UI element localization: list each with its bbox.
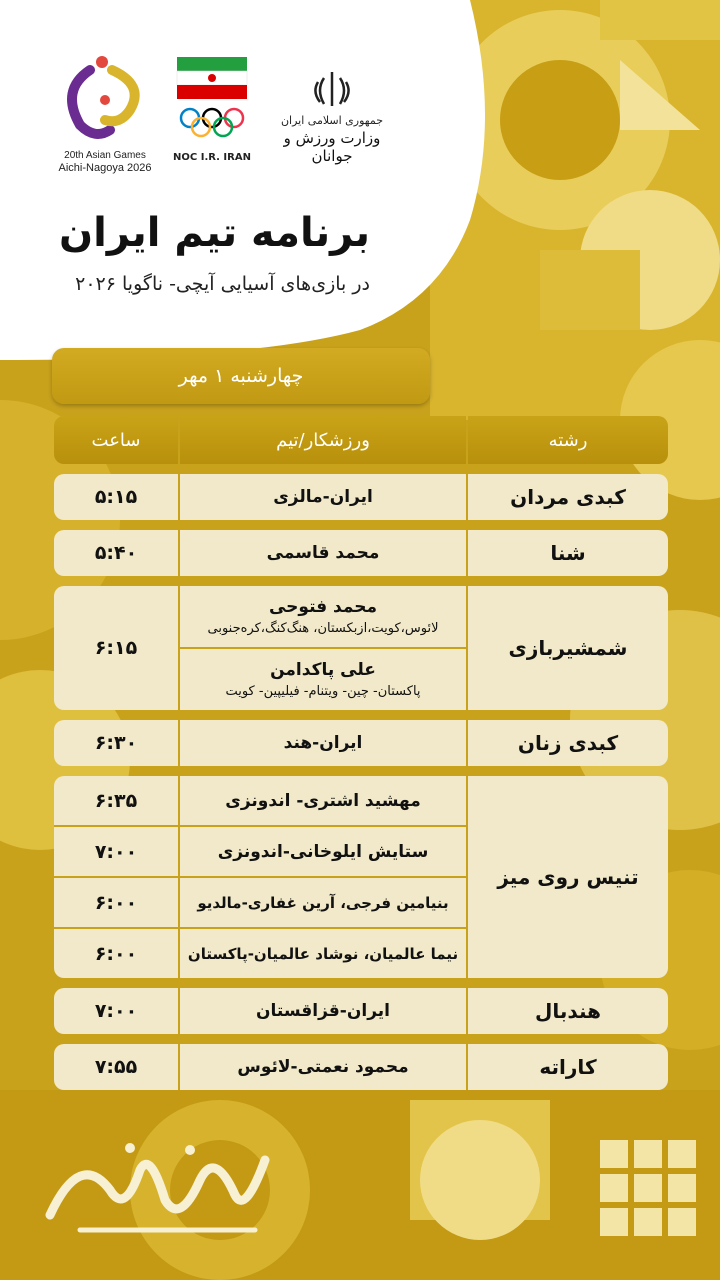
header — [0, 0, 720, 360]
athlete-value: ایران-هند — [283, 733, 363, 753]
table-row — [54, 720, 668, 766]
iran-emblem-icon — [312, 70, 352, 108]
athlete-value: ایران-قزاقستان — [256, 1001, 390, 1021]
time-value: ۷:۵۵ — [94, 1056, 138, 1078]
athlete-entry — [225, 649, 420, 710]
athlete-value: علی پاکدامن — [270, 660, 376, 680]
page-title: برنامه تیم ایران — [59, 210, 370, 256]
opponents-value: پاکستان- چین- ویتنام- فیلیپین- کویت — [225, 684, 421, 699]
athlete-value: بنیامین فرجی، آرین غفاری-مالدیو — [197, 893, 449, 912]
table-row — [54, 1044, 668, 1090]
opponents-value: لائوس،کویت،ازبکستان، هنگ‌کنگ،کره‌جنوبی — [207, 621, 439, 636]
athlete-value: ستایش ایلوخانی-اندونزی — [217, 841, 429, 862]
table-row — [54, 474, 668, 520]
time-value: ۷:۰۰ — [94, 1000, 138, 1022]
sport-value: کبدی مردان — [510, 485, 626, 509]
athlete-value: ایران-مالزی — [273, 487, 373, 507]
time-value: ۶:۳۰ — [94, 732, 138, 754]
athlete-value: محمد فتوحی — [268, 597, 378, 617]
sport-value: هندبال — [535, 999, 601, 1023]
asian-games-logo — [50, 50, 160, 174]
time-value: ۵:۴۰ — [94, 542, 138, 564]
column-header-sport: رشته — [468, 416, 668, 464]
time-value: ۷:۰۰ — [94, 840, 138, 863]
athlete-value: محمد قاسمی — [266, 543, 380, 563]
column-header-time: ساعت — [54, 416, 178, 464]
table-row — [54, 988, 668, 1034]
ministry-logo — [262, 70, 402, 165]
ministry-line2: وزارت ورزش و جوانان — [283, 129, 381, 165]
iran-ghahreman-watermark-logo — [40, 1130, 280, 1240]
asian-games-line1: 20th Asian Games — [64, 150, 146, 161]
iran-flag-olympic-rings-icon — [172, 55, 252, 145]
table-row — [54, 586, 668, 710]
table-row — [54, 530, 668, 576]
sport-value: شمشیربازی — [508, 636, 628, 660]
table-row — [54, 776, 668, 978]
noc-caption: NOC I.R. IRAN — [173, 152, 251, 163]
ministry-line1: جمهوری اسلامی ایران — [280, 114, 384, 127]
asian-games-line2: Aichi-Nagoya 2026 — [58, 162, 152, 174]
time-value: ۶:۰۰ — [94, 942, 138, 965]
noc-logo — [172, 55, 252, 165]
sport-value: کاراته — [539, 1055, 597, 1079]
time-value: ۶:۳۵ — [94, 789, 138, 812]
column-header-athlete: ورزشکار/تیم — [180, 416, 466, 464]
time-value: ۶:۰۰ — [94, 891, 138, 914]
sport-value: تنیس روی میز — [497, 865, 639, 889]
schedule-table — [54, 416, 668, 1092]
athlete-entry — [208, 586, 439, 647]
asian-games-emblem-icon — [50, 50, 160, 145]
table-header — [54, 416, 668, 464]
athlete-value: نیما عالمیان، نوشاد عالمیان-پاکستان — [187, 944, 459, 963]
athlete-value: محمود نعمتی-لائوس — [237, 1057, 409, 1077]
date-banner: چهارشنبه ۱ مهر — [52, 348, 430, 404]
sport-value: شنا — [550, 541, 586, 565]
sport-value: کبدی زنان — [517, 731, 619, 755]
time-value: ۵:۱۵ — [94, 486, 138, 508]
time-value: ۶:۱۵ — [94, 637, 138, 659]
athlete-value: مهشید اشتری- اندونزی — [225, 790, 421, 811]
page-subtitle: در بازی‌های آسیایی آیچی- ناگویا ۲۰۲۶ — [75, 273, 370, 295]
